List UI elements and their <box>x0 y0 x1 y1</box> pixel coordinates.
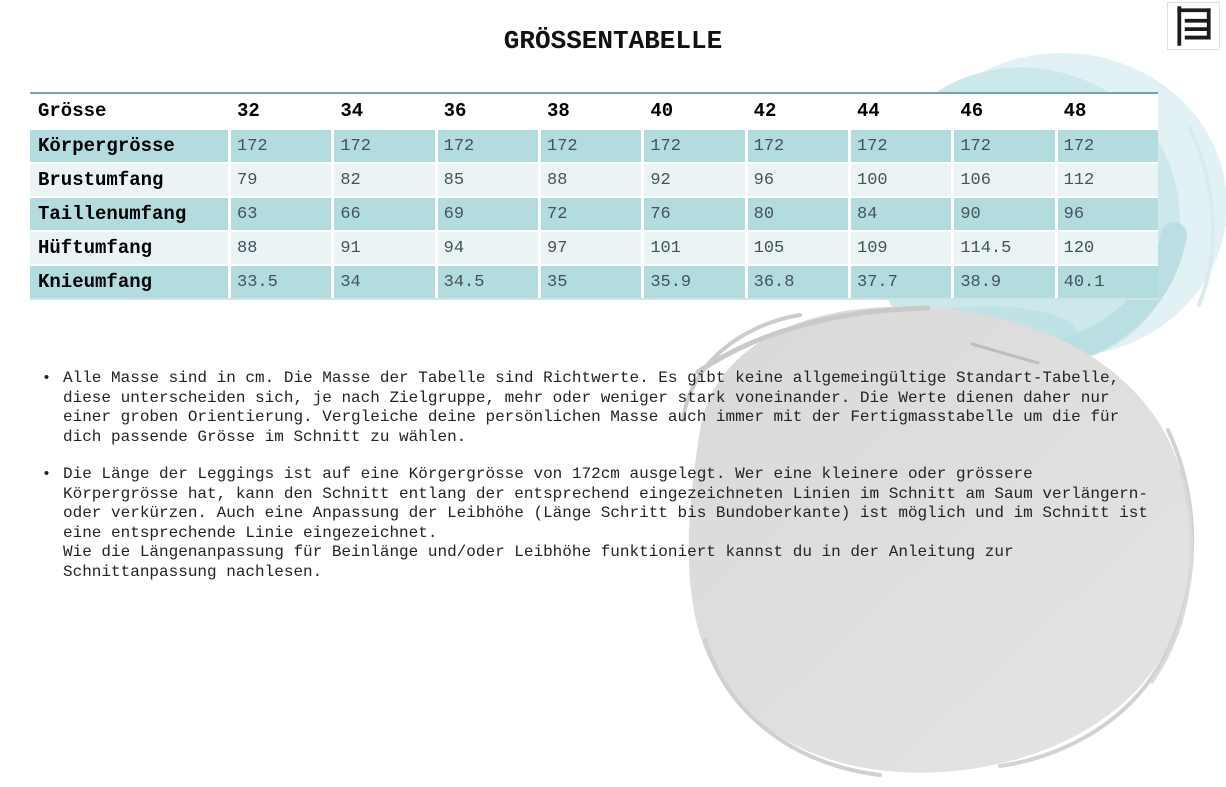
note-line: Die Länge der Leggings ist auf eine Körgergrösse von 172cm ausgelegt. Wer eine kleinere oder grössere <box>63 465 1033 483</box>
size-value-cell: 80 <box>745 198 848 230</box>
size-value-cell: 66 <box>331 198 434 230</box>
size-value-cell: 172 <box>228 130 331 162</box>
note-line: Alle Masse sind in cm. Die Masse der Tabelle sind Richtwerte. Es gibt keine allgemeingültige Standart-Tabelle, <box>63 369 1120 387</box>
note-line: Schnittanpassung nachlesen. <box>63 562 323 581</box>
size-value-cell: 106 <box>951 164 1054 196</box>
note-line: oder verkürzen. Auch eine Anpassung der Leibhöhe (Länge Schritt bis Bundoberkante) ist möglich und im Schnitt ist <box>63 504 1148 522</box>
row-label: Brustumfang <box>30 164 228 196</box>
row-label: Körpergrösse <box>30 130 228 162</box>
size-value-cell: 96 <box>745 164 848 196</box>
size-column-header: 32 <box>237 100 260 122</box>
size-value-cell: 76 <box>641 198 744 230</box>
size-value-cell: 82 <box>331 164 434 196</box>
size-value-cell: 105 <box>745 232 848 264</box>
notes-list <box>42 369 1192 600</box>
size-value-cell: 35 <box>538 266 641 298</box>
size-value-cell: 33.5 <box>228 266 331 298</box>
size-value-cell: 172 <box>641 130 744 162</box>
note-line: eine entsprechende Linie eingezeichnet. <box>63 523 438 542</box>
size-value-cell: 91 <box>331 232 434 264</box>
size-value-cell: 96 <box>1055 198 1158 230</box>
row-label: Hüftumfang <box>30 232 228 264</box>
bullet-marker: • <box>42 370 52 387</box>
size-value-cell: 34.5 <box>435 266 538 298</box>
size-value-cell: 37.7 <box>848 266 951 298</box>
size-value-cell: 172 <box>848 130 951 162</box>
page-title: GRÖSSENTABELLE <box>503 26 723 56</box>
size-value-cell: 100 <box>848 164 951 196</box>
size-column-header: 44 <box>857 100 880 122</box>
note-line: dich passende Grösse im Schnitt zu wählen. <box>63 427 467 446</box>
size-value-cell: 94 <box>435 232 538 264</box>
size-column-header: 40 <box>650 100 674 122</box>
row-label: Taillenumfang <box>30 198 228 230</box>
note-item <box>42 465 1192 582</box>
note-line: Körpergrösse hat, kann den Schnitt entlang der entsprechend eingezeichneten Linien im Schnitt am Saum verlängern- <box>63 484 1148 503</box>
size-value-cell: 85 <box>435 164 538 196</box>
size-value-cell: 92 <box>641 164 744 196</box>
size-value-cell: 72 <box>538 198 641 230</box>
size-value-cell: 172 <box>1055 130 1158 162</box>
size-column-header: 36 <box>443 100 467 122</box>
size-value-cell: 112 <box>1055 164 1158 196</box>
size-value-cell: 109 <box>848 232 951 264</box>
size-value-cell: 172 <box>331 130 434 162</box>
size-value-cell: 35.9 <box>641 266 744 298</box>
size-value-cell: 36.8 <box>745 266 848 298</box>
row-label: Knieumfang <box>30 266 228 298</box>
bullet-marker: • <box>42 466 52 483</box>
size-value-cell: 90 <box>951 198 1054 230</box>
size-value-cell: 172 <box>435 130 538 162</box>
size-value-cell: 114.5 <box>951 232 1054 264</box>
size-value-cell: 88 <box>228 232 331 264</box>
size-column-header: 42 <box>753 100 777 122</box>
table-header-label: Grösse <box>38 100 107 122</box>
size-value-cell: 101 <box>641 232 744 264</box>
size-value-cell: 40.1 <box>1055 266 1158 298</box>
brand-monogram-icon <box>1174 5 1214 47</box>
size-value-cell: 63 <box>228 198 331 230</box>
size-value-cell: 172 <box>538 130 641 162</box>
size-column-header: 48 <box>1063 100 1087 122</box>
size-column-header: 38 <box>547 100 570 122</box>
size-column-header: 46 <box>960 100 984 122</box>
note-line: Wie die Längenanpassung für Beinlänge und/oder Leibhöhe funktioniert kannst du in der Anleitung zur <box>63 543 1014 561</box>
size-value-cell: 97 <box>538 232 641 264</box>
size-value-cell: 84 <box>848 198 951 230</box>
size-table <box>30 92 1158 300</box>
size-value-cell: 120 <box>1055 232 1158 264</box>
note-line: diese unterscheiden sich, je nach Zielgruppe, mehr oder weniger stark voneinander. Die Werte dienen daher nur <box>63 388 1110 407</box>
size-value-cell: 88 <box>538 164 641 196</box>
size-value-cell: 172 <box>745 130 848 162</box>
site-logo[interactable] <box>1167 2 1220 50</box>
note-line: einer groben Orientierung. Vergleiche deine persönlichen Masse auch immer mit der Fertigmasstabelle um die für <box>63 408 1120 426</box>
size-value-cell: 38.9 <box>951 266 1054 298</box>
size-value-cell: 172 <box>951 130 1054 162</box>
note-item <box>42 369 1192 447</box>
size-column-header: 34 <box>340 100 364 122</box>
size-value-cell: 69 <box>435 198 538 230</box>
size-value-cell: 34 <box>331 266 434 298</box>
size-value-cell: 79 <box>228 164 331 196</box>
